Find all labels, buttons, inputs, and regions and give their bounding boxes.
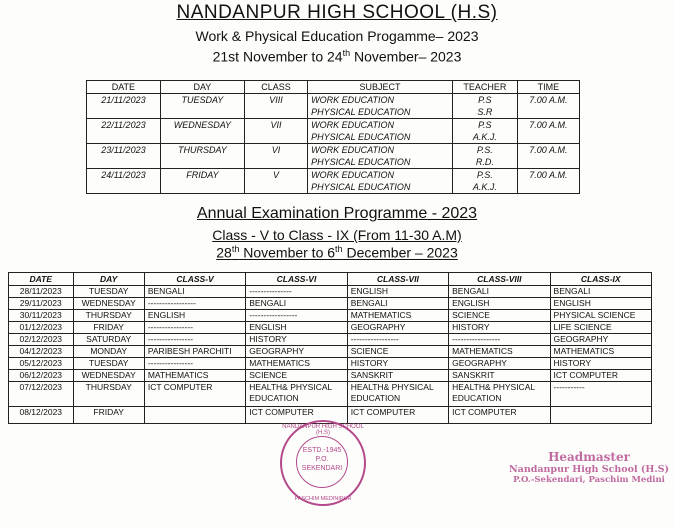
exam-title: Annual Examination Programme - 2023 bbox=[196, 205, 478, 222]
seal-estd: ESTD.-1945 bbox=[302, 447, 342, 454]
exam-date-cell: 29/11/2023 bbox=[9, 298, 74, 310]
work-subject-1: WORK EDUCATION bbox=[311, 145, 394, 155]
work-teacher-2: R.D. bbox=[475, 157, 494, 167]
work-table-header: DATE bbox=[87, 81, 161, 94]
exam-table-header: CLASS-VIII bbox=[449, 273, 550, 286]
work-teacher-2: A.K.J. bbox=[472, 132, 497, 142]
work-date-cell: 21/11/2023 bbox=[87, 94, 161, 119]
exam-subject-cell: BENGALI bbox=[550, 286, 651, 298]
work-time-cell: 7.00 A.M. bbox=[517, 169, 579, 194]
exam-subject-cell: PHYSICAL SCIENCE bbox=[550, 310, 651, 322]
exam-range-c: December – 2023 bbox=[342, 244, 458, 261]
exam-subject-cell: GEOGRAPHY bbox=[246, 346, 347, 358]
work-teacher-1: P.S. bbox=[476, 145, 493, 155]
exam-date-cell: 05/12/2023 bbox=[9, 358, 74, 370]
work-class-cell: VIII bbox=[244, 94, 307, 119]
work-teacher-cell bbox=[452, 119, 517, 144]
work-class-cell: VI bbox=[244, 144, 307, 169]
work-class-cell: V bbox=[244, 169, 307, 194]
exam-day-cell: FRIDAY bbox=[73, 407, 144, 424]
exam-table-row bbox=[9, 334, 652, 346]
exam-subject-cell: ENGLISH bbox=[144, 310, 245, 322]
exam-subject-cell: BENGALI bbox=[449, 286, 550, 298]
exam-subject-cell: ICT COMPUTER bbox=[246, 407, 347, 424]
exam-subject-cell: BENGALI bbox=[246, 298, 347, 310]
work-education-table bbox=[86, 80, 580, 194]
exam-day-cell: THURSDAY bbox=[73, 310, 144, 322]
exam-subject-cell: ENGLISH bbox=[347, 286, 448, 298]
exam-table-header: CLASS-VII bbox=[347, 273, 448, 286]
signature-address: P.O.-Sekendari, Paschim Medini bbox=[513, 475, 665, 485]
work-subject-1: WORK EDUCATION bbox=[311, 120, 394, 130]
exam-subject-cell: ----------------- bbox=[347, 334, 448, 346]
work-day-cell: FRIDAY bbox=[160, 169, 244, 194]
exam-table-header: DAY bbox=[73, 273, 144, 286]
exam-date-cell: 28/11/2023 bbox=[9, 286, 74, 298]
exam-subject-cell: ---------------- bbox=[144, 358, 245, 370]
exam-subject-cell: --------------- bbox=[246, 286, 347, 298]
exam-subject-cell: GEOGRAPHY bbox=[449, 358, 550, 370]
exam-subject-cell: ----------------- bbox=[246, 310, 347, 322]
exam-date-cell: 04/12/2023 bbox=[9, 346, 74, 358]
exam-subject-cell: MATHEMATICS bbox=[144, 370, 245, 382]
signature-title: Headmaster bbox=[548, 450, 630, 464]
work-time-cell: 7.00 A.M. bbox=[517, 94, 579, 119]
exam-date-cell: 30/11/2023 bbox=[9, 310, 74, 322]
exam-subject-cell: ENGLISH bbox=[449, 298, 550, 310]
exam-subject-cell: SCIENCE bbox=[246, 370, 347, 382]
exam-table-row bbox=[9, 286, 652, 298]
work-date-range bbox=[0, 48, 674, 65]
work-date-cell: 23/11/2023 bbox=[87, 144, 161, 169]
exam-classes: Class - V to Class - IX (From 11-30 A.M) bbox=[212, 227, 462, 243]
seal-place: SEKENDARI bbox=[301, 465, 343, 472]
work-table-header: SUBJECT bbox=[308, 81, 453, 94]
exam-subject-cell: HEALTH& PHYSICAL EDUCATION bbox=[449, 382, 550, 407]
work-day-cell: TUESDAY bbox=[160, 94, 244, 119]
work-subject-2: PHYSICAL EDUCATION bbox=[311, 182, 411, 192]
exam-date-cell: 08/12/2023 bbox=[9, 407, 74, 424]
seal-po: P.O. bbox=[315, 456, 329, 463]
exam-subject-cell: BENGALI bbox=[144, 286, 245, 298]
exam-subject-cell: BENGALI bbox=[347, 298, 448, 310]
exam-subject-cell: HISTORY bbox=[449, 322, 550, 334]
exam-subject-cell bbox=[144, 407, 245, 424]
exam-subject-cell: ----------------- bbox=[144, 298, 245, 310]
exam-subject-cell: ICT COMPUTER bbox=[449, 407, 550, 424]
work-day-cell: THURSDAY bbox=[160, 144, 244, 169]
exam-subject-cell: SANSKRIT bbox=[347, 370, 448, 382]
work-range-start: 21st November to 24 bbox=[212, 48, 343, 65]
work-day-cell: WEDNESDAY bbox=[160, 119, 244, 144]
exam-day-cell: SATURDAY bbox=[73, 334, 144, 346]
exam-table-row bbox=[9, 310, 652, 322]
work-subject-cell bbox=[308, 144, 453, 169]
exam-day-cell: TUESDAY bbox=[73, 358, 144, 370]
work-date-cell: 22/11/2023 bbox=[87, 119, 161, 144]
seal-name: NANDANPUR HIGH SCHOOL (H.S) bbox=[282, 424, 364, 436]
exam-subject-cell: MATHEMATICS bbox=[246, 358, 347, 370]
exam-day-cell: FRIDAY bbox=[73, 322, 144, 334]
work-subject-2: PHYSICAL EDUCATION bbox=[311, 107, 411, 117]
exam-day-cell: WEDNESDAY bbox=[73, 298, 144, 310]
exam-table-header: CLASS-VI bbox=[246, 273, 347, 286]
work-table-header: TEACHER bbox=[452, 81, 517, 94]
exam-range-b: November to 6 bbox=[239, 244, 336, 261]
work-teacher-1: P.S. bbox=[476, 170, 493, 180]
work-table-header: TIME bbox=[517, 81, 579, 94]
school-seal-stamp bbox=[280, 420, 366, 506]
exam-subject-cell: PARIBESH PARCHITI bbox=[144, 346, 245, 358]
exam-subject-cell: HEALTH& PHYSICAL EDUCATION bbox=[246, 382, 347, 407]
exam-table-header: CLASS-IX bbox=[550, 273, 651, 286]
exam-subject-cell: ----------- bbox=[550, 382, 651, 407]
work-programme-title bbox=[0, 28, 674, 44]
work-range-sup: th bbox=[342, 48, 351, 58]
work-subject-cell bbox=[308, 169, 453, 194]
exam-range-sup2: th bbox=[335, 244, 343, 254]
exam-subject-cell: HISTORY bbox=[550, 358, 651, 370]
work-table-row bbox=[87, 144, 580, 169]
exam-subject-cell: SANSKRIT bbox=[449, 370, 550, 382]
exam-range-a: 28 bbox=[216, 244, 232, 261]
exam-subject-cell: MATHEMATICS bbox=[550, 346, 651, 358]
exam-subject-cell: HEALTH& PHYSICAL EDUCATION bbox=[347, 382, 448, 407]
exam-subject-cell: SCIENCE bbox=[449, 310, 550, 322]
exam-subject-cell: ICT COMPUTER bbox=[144, 382, 245, 407]
exam-subject-cell bbox=[550, 407, 651, 424]
exam-subject-cell: HISTORY bbox=[347, 358, 448, 370]
exam-subject-cell: MATHEMATICS bbox=[347, 310, 448, 322]
work-subject-1: WORK EDUCATION bbox=[311, 95, 394, 105]
work-table-row bbox=[87, 169, 580, 194]
exam-table-row bbox=[9, 382, 652, 407]
work-teacher-2: A.K.J. bbox=[472, 182, 497, 192]
work-class-cell: VII bbox=[244, 119, 307, 144]
seal-district: PASCHIM MEDINIPUR bbox=[294, 496, 352, 502]
work-range-end: November– 2023 bbox=[350, 48, 462, 65]
exam-subject-cell: ICT COMPUTER bbox=[550, 370, 651, 382]
exam-range-sup1: th bbox=[231, 244, 240, 254]
exam-subject-cell: SCIENCE bbox=[347, 346, 448, 358]
exam-subject-cell: GEOGRAPHY bbox=[550, 334, 651, 346]
work-table-header: CLASS bbox=[244, 81, 307, 94]
exam-date-range bbox=[0, 244, 674, 261]
exam-date-cell: 02/12/2023 bbox=[9, 334, 74, 346]
exam-day-cell: TUESDAY bbox=[73, 286, 144, 298]
work-teacher-2: S.R bbox=[477, 107, 493, 117]
headmaster-signature-stamp bbox=[504, 450, 674, 485]
work-teacher-cell bbox=[452, 94, 517, 119]
exam-table-row bbox=[9, 358, 652, 370]
exam-table-header: DATE bbox=[9, 273, 74, 286]
exam-day-cell: WEDNESDAY bbox=[73, 370, 144, 382]
exam-subject-cell: ENGLISH bbox=[246, 322, 347, 334]
exam-subject-cell: HISTORY bbox=[246, 334, 347, 346]
work-subject-2: PHYSICAL EDUCATION bbox=[311, 132, 411, 142]
exam-date-cell: 06/12/2023 bbox=[9, 370, 74, 382]
exam-subject-cell: ENGLISH bbox=[550, 298, 651, 310]
exam-table-row bbox=[9, 370, 652, 382]
exam-subject-cell: ---------------- bbox=[144, 334, 245, 346]
work-teacher-cell bbox=[452, 144, 517, 169]
work-table-row bbox=[87, 94, 580, 119]
exam-date-cell: 07/12/2023 bbox=[9, 382, 74, 407]
exam-table-row bbox=[9, 298, 652, 310]
seal-inner bbox=[296, 436, 348, 488]
exam-subject-cell: ---------------- bbox=[144, 322, 245, 334]
exam-routine-table bbox=[8, 272, 652, 424]
work-title-text: Work & Physical Education Progamme– 2023 bbox=[195, 28, 479, 44]
work-table-header: DAY bbox=[160, 81, 244, 94]
exam-table-row bbox=[9, 322, 652, 334]
exam-date-cell: 01/12/2023 bbox=[9, 322, 74, 334]
work-date-cell: 24/11/2023 bbox=[87, 169, 161, 194]
exam-day-cell: MONDAY bbox=[73, 346, 144, 358]
exam-subject-cell: ICT COMPUTER bbox=[347, 407, 448, 424]
work-subject-2: PHYSICAL EDUCATION bbox=[311, 157, 411, 167]
work-subject-cell bbox=[308, 119, 453, 144]
exam-table-row bbox=[9, 346, 652, 358]
exam-subject-cell: GEOGRAPHY bbox=[347, 322, 448, 334]
exam-subject-cell: LIFE SCIENCE bbox=[550, 322, 651, 334]
work-table-row bbox=[87, 119, 580, 144]
school-title: NANDANPUR HIGH SCHOOL (H.S) bbox=[176, 2, 498, 23]
work-teacher-cell bbox=[452, 169, 517, 194]
work-teacher-1: P.S bbox=[478, 120, 492, 130]
work-subject-1: WORK EDUCATION bbox=[311, 170, 394, 180]
work-subject-cell bbox=[308, 94, 453, 119]
work-time-cell: 7.00 A.M. bbox=[517, 144, 579, 169]
exam-day-cell: THURSDAY bbox=[73, 382, 144, 407]
work-time-cell: 7.00 A.M. bbox=[517, 119, 579, 144]
exam-subject-cell: ----------------- bbox=[449, 334, 550, 346]
exam-subject-cell: MATHEMATICS bbox=[449, 346, 550, 358]
exam-table-header: CLASS-V bbox=[144, 273, 245, 286]
work-teacher-1: P.S bbox=[478, 95, 492, 105]
signature-school: Nandanpur High School (H.S) bbox=[508, 464, 670, 475]
